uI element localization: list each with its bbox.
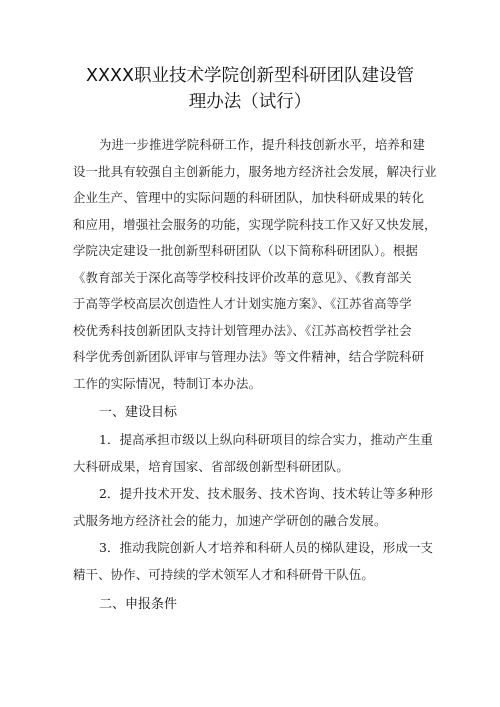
goal-line: 1．提高承担市级以上纵向科研项目的综合实力，推动产生重: [99, 432, 434, 447]
intro-line: 为进一步推进学院科研工作，提升科技创新水平，培养和建: [99, 137, 426, 152]
intro-line: 设一批具有较强自主创新能力，服务地方经济社会发展，解决行业: [73, 163, 437, 179]
intro-line: 和应用，增强社会服务的功能，实现学院科技工作又好又快发展，: [73, 216, 437, 232]
intro-line: 工作的实际情况，特制订本办法。: [73, 375, 262, 391]
document-title-line1: XXXX职业技术学院创新型科研团队建设管: [86, 66, 414, 86]
intro-line: 学院决定建设一批创新型科研团队（以下简称科研团队）。根据: [73, 243, 418, 258]
intro-paragraph: [73, 132, 437, 397]
goal-line: 2．提升技术开发、技术服务、技术咨询、技术转让等多种形: [99, 486, 434, 501]
section-heading-requirements: 二、申报条件: [99, 597, 178, 612]
intro-line: 企业生产、管理中的实际问题的科研团队，加快科研成果的转化: [73, 190, 425, 205]
section-heading-goals: 一、建设目标: [99, 405, 178, 420]
document-title-line2: 理办法（试行）: [188, 92, 312, 112]
intro-line: 校优秀科技创新团队支持计划管理办法》、《江苏高校哲学社会: [73, 322, 412, 338]
goal-item-1: [73, 427, 433, 480]
intro-line: 《教育部关于深化高等学校科技评价改革的意见》、《教育部关: [73, 269, 412, 285]
goal-line: 式服务地方经济社会的能力，加速产学研创的融合发展。: [73, 512, 387, 528]
goal-item-2: [73, 481, 433, 534]
goal-line: 3．推动我院创新人才培养和科研人员的梯队建设，形成一支: [99, 540, 434, 555]
intro-line: 科学优秀创新团队评审与管理办法》等文件精神，结合学院科研: [73, 349, 425, 364]
goal-line: 大科研成果，培育国家、省部级创新型科研团队。: [73, 458, 349, 474]
goal-item-3: [73, 535, 433, 588]
intro-line: 于高等学校高层次创造性人才计划实施方案》、《江苏省高等学: [73, 296, 412, 311]
goal-line: 精干、协作、可持续的学术领军人才和科研骨干队伍。: [73, 566, 374, 582]
